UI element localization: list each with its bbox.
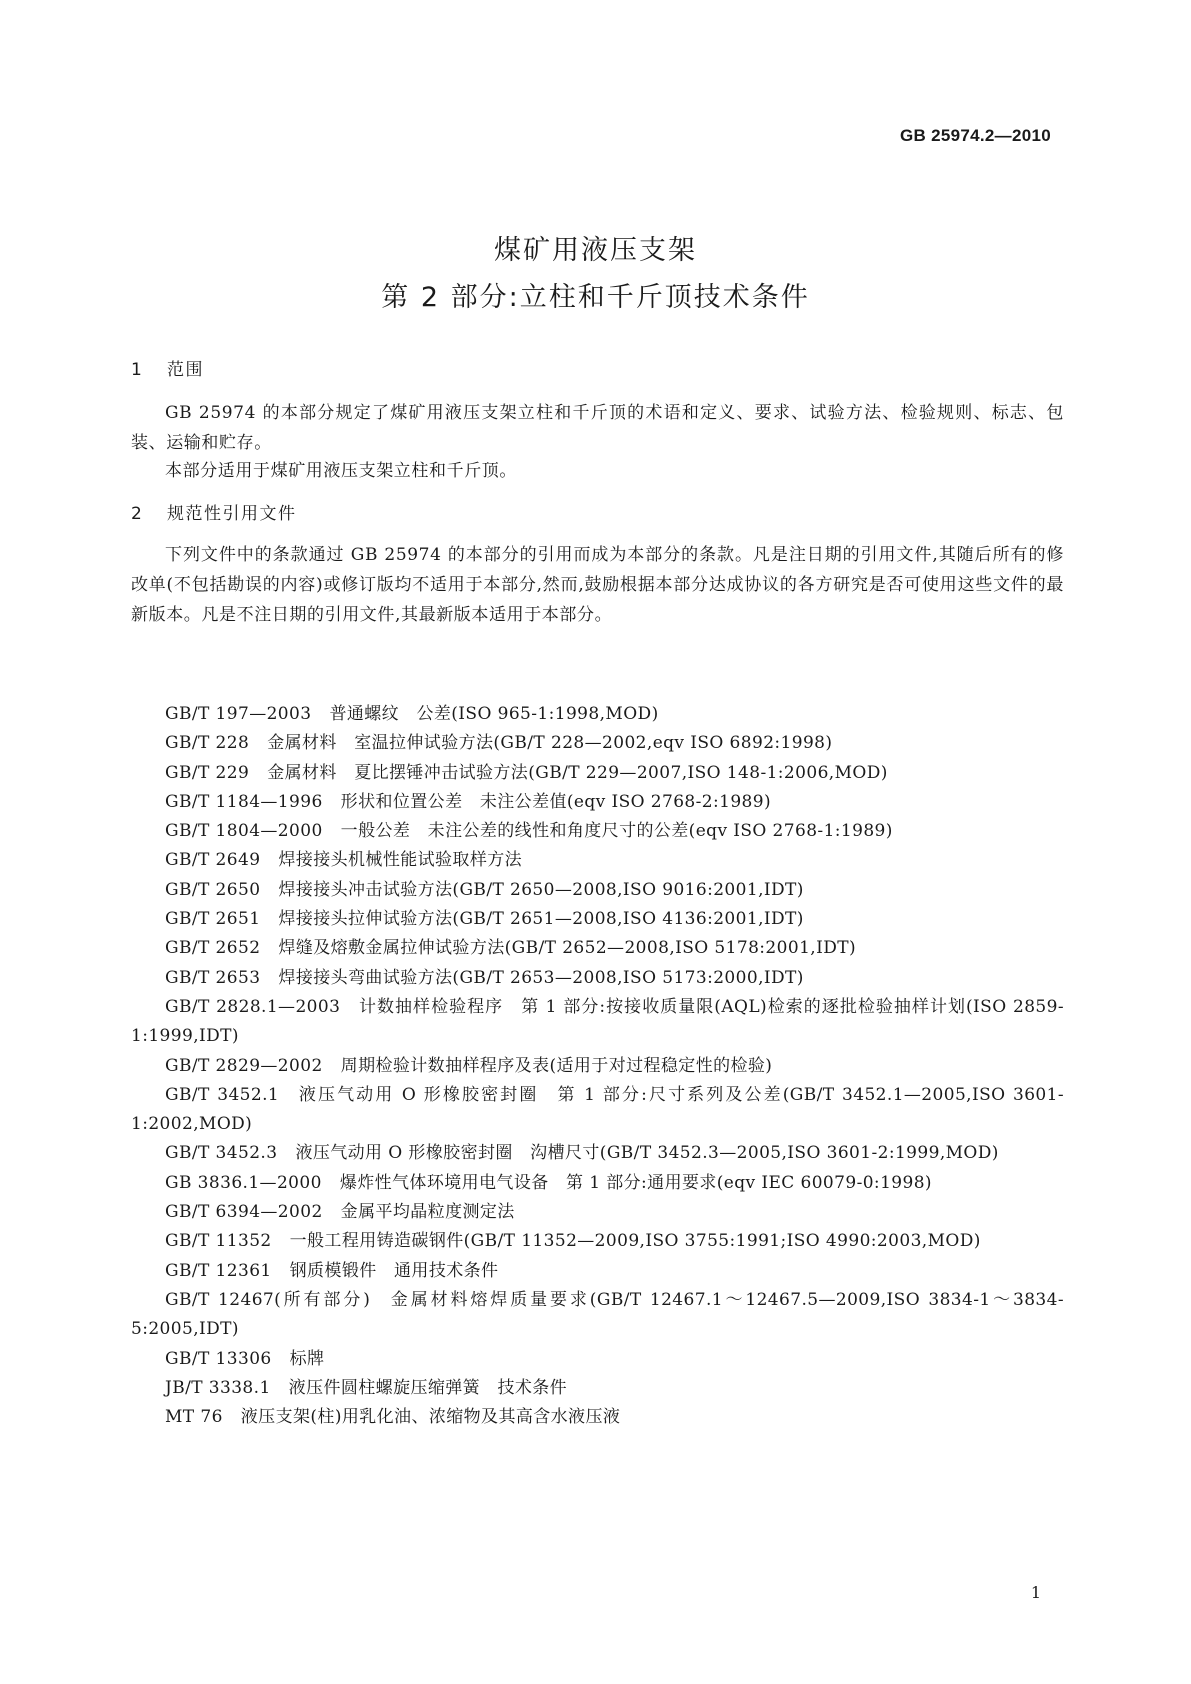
reference-code: GB/T 3452.3 [165, 1143, 278, 1164]
reference-code: GB/T 2652 [165, 938, 261, 959]
reference-title: 金属材料 夏比摆锤冲击试验方法(GB/T 229—2007,ISO 148-1:2006,MOD) [267, 762, 888, 783]
reference-item [131, 759, 1064, 788]
reference-title: 焊接接头拉伸试验方法(GB/T 2651—2008,ISO 4136:2001,IDT) [278, 909, 804, 930]
section-title: 规范性引用文件 [167, 504, 297, 524]
reference-title: 钢质模锻件 通用技术条件 [289, 1260, 499, 1281]
reference-title: 金属材料熔焊质量要求(GB/T 12467.1～12467.5—2009,ISO 3834-1～3834-5:2005,IDT) [131, 1289, 1064, 1340]
reference-item [131, 1198, 1064, 1227]
reference-item [131, 1052, 1064, 1081]
reference-code: GB/T 13306 [165, 1348, 272, 1369]
reference-code: GB/T 197—2003 [165, 704, 312, 724]
section-title: 范围 [167, 360, 204, 380]
reference-item [131, 846, 1064, 875]
reference-title: 形状和位置公差 未注公差值(eqv ISO 2768-2:1989) [340, 791, 772, 812]
reference-title: 标牌 [289, 1348, 325, 1369]
reference-title: 一般公差 未注公差的线性和角度尺寸的公差(eqv ISO 2768-1:1989) [340, 821, 893, 842]
reference-code: GB/T 12361 [165, 1260, 272, 1281]
reference-title: 焊接接头弯曲试验方法(GB/T 2653—2008,ISO 5173:2000,IDT) [278, 967, 804, 988]
reference-code: GB/T 229 [165, 762, 250, 783]
reference-code: GB/T 2650 [165, 879, 261, 900]
section-heading-normative-references [131, 499, 297, 524]
reference-code: GB/T 2828.1—2003 [165, 996, 341, 1017]
page-number: 1 [1030, 1583, 1041, 1602]
reference-title: 液压支架(柱)用乳化油、浓缩物及其高含水液压液 [240, 1407, 621, 1428]
references-intro-paragraph: 下列文件中的条款通过 GB 25974 的本部分的引用而成为本部分的条款。凡是注日期的引用文件,其随后所有的修改单(不包括勘误的内容)或修订版均不适用于本部分,然而,鼓励根据本部分达成协议的各方研究是否可使用这些文件的最新版本。凡是不注日期的引用文件,其最新版本适用于本部分。 [131, 545, 1064, 625]
reference-code: GB/T 2649 [165, 850, 261, 871]
reference-title: 普通螺纹 公差(ISO 965-1:1998,MOD) [329, 704, 659, 724]
reference-item [131, 1081, 1064, 1140]
reference-code: GB/T 2653 [165, 967, 261, 988]
reference-item [131, 788, 1064, 817]
reference-item [131, 905, 1064, 934]
reference-item [131, 1169, 1064, 1198]
document-subtitle: 第 2 部分:立柱和千斤顶技术条件 [381, 282, 810, 313]
reference-title: 周期检验计数抽样程序及表(适用于对过程稳定性的检验) [340, 1055, 773, 1076]
reference-item [131, 964, 1064, 993]
reference-item [131, 1139, 1064, 1168]
reference-title: 焊接接头机械性能试验取样方法 [278, 850, 523, 871]
reference-item [131, 1374, 1064, 1403]
reference-code: GB/T 3452.1 [165, 1084, 280, 1105]
reference-code: GB/T 2651 [165, 909, 261, 930]
reference-code: GB/T 1804—2000 [165, 821, 323, 842]
reference-code: GB 3836.1—2000 [165, 1172, 322, 1193]
document-title: 煤矿用液压支架 [494, 235, 697, 266]
reference-code: GB/T 12467(所有部分) [165, 1289, 371, 1310]
reference-code: GB/T 2829—2002 [165, 1055, 323, 1076]
reference-title: 液压气动用 O 形橡胶密封圈 第 1 部分:尺寸系列及公差(GB/T 3452.1—2005,ISO 3601-1:2002,MOD) [131, 1084, 1064, 1135]
reference-title: 一般工程用铸造碳钢件(GB/T 11352—2009,ISO 3755:1991;ISO 4990:2003,MOD) [289, 1231, 981, 1252]
reference-item [131, 1227, 1064, 1256]
reference-item [131, 817, 1064, 846]
section-number: 2 [131, 504, 144, 524]
reference-title: 金属材料 室温拉伸试验方法(GB/T 228—2002,eqv ISO 6892:1998) [267, 733, 833, 754]
reference-code: JB/T 3338.1 [165, 1377, 271, 1398]
reference-title: 焊接接头冲击试验方法(GB/T 2650—2008,ISO 9016:2001,IDT) [278, 879, 804, 900]
reference-item [131, 934, 1064, 963]
scope-paragraph-2: 本部分适用于煤矿用液压支架立柱和千斤顶。 [165, 461, 517, 481]
reference-item [131, 700, 1064, 729]
reference-item [131, 1345, 1064, 1374]
section-number: 1 [131, 360, 144, 380]
reference-title: 液压气动用 O 形橡胶密封圈 沟槽尺寸(GB/T 3452.3—2005,ISO 3601-2:1999,MOD) [295, 1143, 999, 1164]
standard-code: GB 25974.2—2010 [900, 126, 1051, 145]
reference-code: MT 76 [165, 1407, 223, 1428]
reference-code: GB/T 11352 [165, 1231, 272, 1252]
reference-item [131, 993, 1064, 1052]
scope-paragraph-1: GB 25974 的本部分规定了煤矿用液压支架立柱和千斤顶的术语和定义、要求、试验方法、检验规则、标志、包装、运输和贮存。 [131, 403, 1064, 453]
section-heading-scope [131, 355, 204, 380]
reference-item [131, 1286, 1064, 1345]
reference-list [131, 700, 1064, 1432]
reference-item [131, 1403, 1064, 1432]
reference-item [131, 729, 1064, 758]
reference-title: 金属平均晶粒度测定法 [340, 1202, 515, 1223]
reference-title: 计数抽样检验程序 第 1 部分:按接收质量限(AQL)检索的逐批检验抽样计划(ISO 2859-1:1999,IDT) [131, 996, 1064, 1047]
reference-code: GB/T 228 [165, 733, 250, 754]
reference-item [131, 876, 1064, 905]
reference-code: GB/T 6394—2002 [165, 1202, 323, 1223]
reference-title: 焊缝及熔敷金属拉伸试验方法(GB/T 2652—2008,ISO 5178:2001,IDT) [278, 938, 857, 959]
reference-item [131, 1257, 1064, 1286]
reference-title: 液压件圆柱螺旋压缩弹簧 技术条件 [288, 1377, 568, 1398]
reference-code: GB/T 1184—1996 [165, 791, 323, 812]
reference-title: 爆炸性气体环境用电气设备 第 1 部分:通用要求(eqv IEC 60079-0:1998) [339, 1172, 932, 1193]
